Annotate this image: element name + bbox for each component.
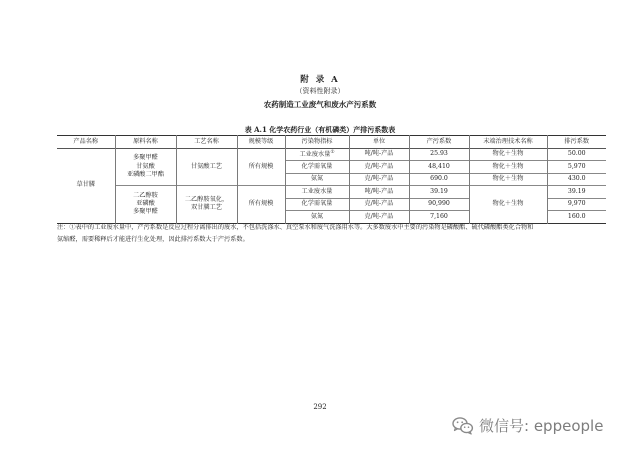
pollutant-cell: 工业废水量	[285, 186, 349, 199]
unit-cell: 吨/吨-产品	[349, 186, 409, 199]
material-name: 多聚甲醛	[133, 208, 158, 216]
header-pollutant: 污染物指标	[285, 136, 349, 149]
process-cell	[176, 148, 237, 186]
header-discharge-coef: 排污系数	[547, 136, 606, 149]
material-name: 二乙醇胺	[133, 191, 158, 199]
header-unit: 单位	[349, 136, 409, 149]
scale-cell: 所有规模	[237, 148, 285, 186]
treatment-cell: 物化＋生物	[469, 148, 547, 161]
generation-coef-cell: 90,990	[409, 198, 469, 211]
table-title: 表 A.1 化学农药行业（有机磷类）产排污系数表	[244, 125, 396, 134]
generation-coef-cell: 690.0	[409, 173, 469, 186]
page-number: 292	[313, 403, 327, 411]
materials-cell	[115, 186, 176, 224]
material-name: 亚磷酸	[136, 200, 155, 208]
pollutant-cell: 氨氮	[285, 211, 349, 224]
discharge-coef-cell: 160.0	[547, 211, 606, 224]
discharge-coef-cell: 9,970	[547, 198, 606, 211]
material-name: 亚磷酸二甲酯	[126, 170, 165, 178]
header-product: 产品名称	[57, 136, 115, 149]
process-cell	[176, 186, 237, 224]
pollutant-cell: 工业废水量①	[285, 148, 349, 161]
generation-coef-cell: 25.93	[409, 148, 469, 161]
coefficient-table	[57, 135, 606, 224]
note-line: 注：①表中的工业废水量中，产污系数是反应过程分离排出的废水，不包括洗涤水、真空泵水和废气洗涤用水等。大多数废水中主要的污染物是磷酸酯、硫代磷酸酯类化合物和	[57, 224, 534, 231]
material-name: 多聚甲醛	[133, 154, 158, 162]
wechat-watermark	[452, 413, 632, 437]
unit-cell: 克/吨-产品	[349, 198, 409, 211]
unit-cell: 克/吨-产品	[349, 173, 409, 186]
table-row	[57, 186, 606, 199]
process-name: 二乙醇胺氧化，	[184, 195, 229, 203]
generation-coef-cell: 48,410	[409, 161, 469, 174]
table-header-row	[57, 136, 606, 149]
discharge-coef-cell: 5,970	[547, 161, 606, 174]
header-generation-coef: 产污系数	[409, 136, 469, 149]
watermark-text: 微信号: eppeople	[479, 416, 604, 435]
appendix-subtitle: （资料性附录）	[295, 87, 345, 95]
wechat-icon	[452, 416, 474, 435]
header-scale: 规模等级	[237, 136, 285, 149]
appendix-heading: 农药制造工业废气和废水产污系数	[263, 100, 377, 109]
product-cell: 草甘膦	[57, 148, 115, 223]
header-treatment: 末端治理技术名称	[469, 136, 547, 149]
pollutant-cell: 化学需氧量	[285, 161, 349, 174]
unit-cell: 吨/吨-产品	[349, 148, 409, 161]
pollutant-cell: 化学需氧量	[285, 198, 349, 211]
unit-cell: 克/吨-产品	[349, 211, 409, 224]
generation-coef-cell: 7,160	[409, 211, 469, 224]
generation-coef-cell: 39.19	[409, 186, 469, 199]
header-material: 原料名称	[115, 136, 176, 149]
materials-cell	[115, 148, 176, 186]
note-line: 氨缩醛，需要稀释后才能进行生化处理，因此排污系数大于产污系数。	[57, 236, 249, 243]
treatment-cell: 物化＋生物	[469, 173, 547, 186]
unit-cell: 克/吨-产品	[349, 161, 409, 174]
footnote-marker: ①	[330, 149, 335, 155]
material-name: 甘氨酸	[136, 162, 155, 170]
discharge-coef-cell: 430.0	[547, 173, 606, 186]
header-process: 工艺名称	[176, 136, 237, 149]
discharge-coef-cell: 39.19	[547, 186, 606, 199]
treatment-cell: 物化＋生物	[469, 161, 547, 174]
scale-cell: 所有规模	[237, 186, 285, 224]
appendix-title: 附 录 A	[300, 75, 340, 85]
discharge-coef-cell: 50.00	[547, 148, 606, 161]
pollutant-cell: 氨氮	[285, 173, 349, 186]
table-note	[57, 222, 592, 246]
process-name: 甘氨酸工艺	[191, 162, 222, 170]
process-name: 双甘膦工艺	[191, 204, 222, 212]
table-row	[57, 148, 606, 161]
treatment-cell: 物化＋生物	[469, 186, 547, 224]
